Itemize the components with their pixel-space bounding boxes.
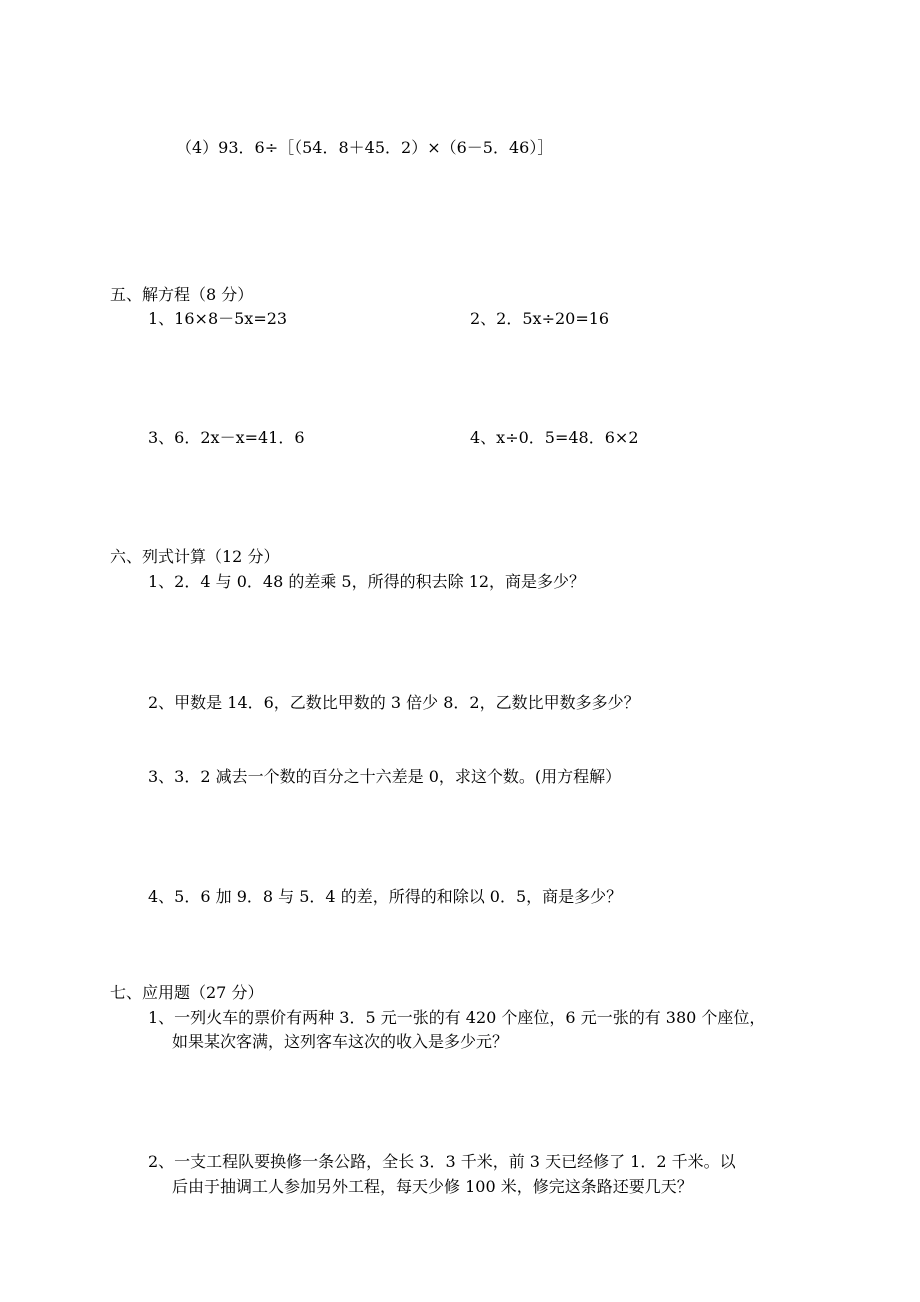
section-7-heading: 七、应用题（27 分）: [110, 983, 264, 1002]
sec6-question-1: 1、2．4 与 0．48 的差乘 5，所得的积去除 12，商是多少？: [148, 572, 586, 591]
sec5-question-4: 4、x÷0．5=48．6×2: [470, 428, 639, 447]
sec7-question-1-line-1: 1、一列火车的票价有两种 3．5 元一张的有 420 个座位，6 元一张的有 380 个座位，: [148, 1008, 766, 1027]
sec6-question-2: 2、甲数是 14．6，乙数比甲数的 3 倍少 8．2，乙数比甲数多多少？: [148, 693, 640, 712]
sec7-question-2-line-2: 后由于抽调工人参加另外工程，每天少修 100 米，修完这条路还要几天？: [172, 1177, 693, 1196]
sec5-question-3: 3、6．2x－x=41．6: [148, 428, 305, 447]
sec7-question-2-line-1: 2、一支工程队要换修一条公路，全长 3．3 千米，前 3 天已经修了 1．2 千米。以: [148, 1152, 736, 1171]
sec5-question-1: 1、16×8－5x=23: [148, 309, 288, 328]
sec6-question-3: 3、3．2 减去一个数的百分之十六差是 0，求这个数。(用方程解）: [148, 767, 622, 786]
section-6-heading: 六、列式计算（12 分）: [110, 547, 280, 566]
section-5-heading: 五、解方程（8 分）: [110, 285, 254, 304]
sec5-question-2: 2、2．5x÷20=16: [470, 309, 610, 328]
calc-item-4: （4）93．6÷［（54．8＋45．2）×（6－5．46）］: [176, 138, 554, 157]
sec7-question-1-line-2: 如果某次客满，这列客车这次的收入是多少元？: [172, 1032, 509, 1051]
sec6-question-4: 4、5．6 加 9．8 与 5．4 的差，所得的和除以 0．5，商是多少？: [148, 887, 623, 906]
